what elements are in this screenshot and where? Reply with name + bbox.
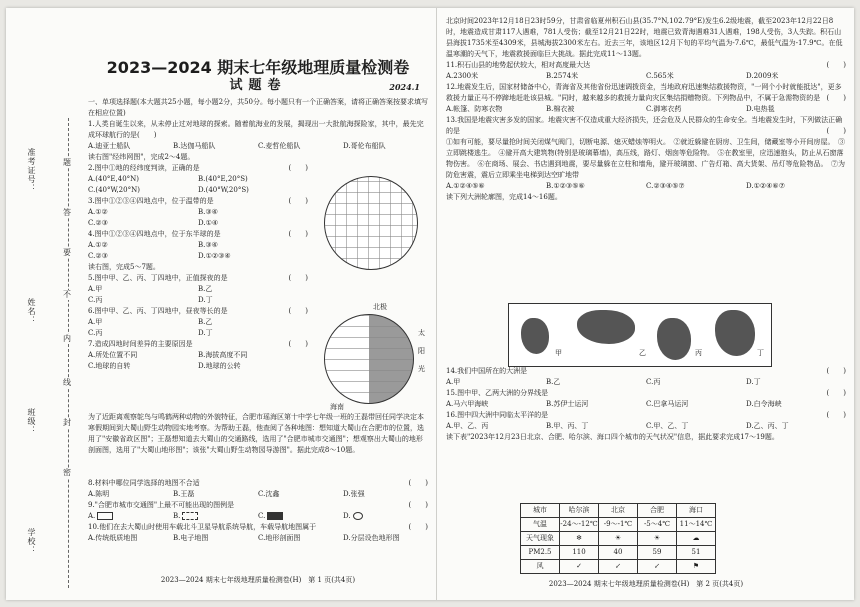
option: B.①②③⑤⑥ xyxy=(546,182,585,190)
binding-margin xyxy=(18,148,58,578)
option: A.①②④⑤⑥ xyxy=(446,182,485,190)
table-row: 城市 哈尔滨 北京 合肥 海口 xyxy=(521,504,716,518)
option: D.①④ xyxy=(198,219,219,227)
class-label: 班级： xyxy=(27,408,36,435)
exam-subtitle: 试题卷 xyxy=(229,78,287,93)
question-13-statements: ①如有可能，要尽量抢时间关闭煤气阀门，切断电源、熄灭蜡烛等明火。 ②就近躲避在厨房、卫生间，储藏室等小开间房屋。 ③立即跳楼逃生。 ④避开高大建筑物(特别是玻璃幕墙)，高压线，路灯、烟囱等危险物。 ⑤在教室里，应迅速抱头，防止从石窗落物伤害。 ⑥在商场、展会、书店遇到地震，要尽量躲在立柱和墙角，避开玻璃窗、广告灯箱、高大货架、吊灯等危险物品。 ⑦为防危害震，震后立即乘坐电梯到达空旷地带 xyxy=(446,138,845,179)
answer-paren: ( ) xyxy=(826,127,846,135)
option: D.①②④⑥⑦ xyxy=(746,182,785,190)
option: B. xyxy=(173,511,258,522)
option: C.地球的自转 xyxy=(88,362,131,370)
option: D.2009米 xyxy=(746,72,779,80)
north-pole-label: 北极 xyxy=(373,303,387,311)
option: C.巴拿马运河 xyxy=(646,400,689,408)
table-row: PM2.5 110 40 59 51 xyxy=(521,546,716,560)
option: A.马六甲海峡 xyxy=(446,400,489,408)
sunlight-label: 太 xyxy=(418,329,425,337)
answer-paren: ( ) xyxy=(408,501,428,509)
option: B.电子地图 xyxy=(173,534,209,542)
option: C.②③④⑤⑦ xyxy=(646,182,685,190)
continent-label: 丙 xyxy=(695,349,702,357)
answer-paren: ( ) xyxy=(826,61,846,69)
option: D.张强 xyxy=(343,490,365,498)
question-3: 3.图中①②③④四地点中，位于温带的是 xyxy=(88,197,214,205)
graticule-globe-figure xyxy=(324,176,418,270)
question-15: 15.图中甲、乙两大洲的分界线是 xyxy=(446,389,549,397)
question-note: 读右图"经纬网图"，完成2～4题。 xyxy=(88,153,195,161)
option: D.(40°W,20°S) xyxy=(198,186,249,194)
option: D.丁 xyxy=(198,329,213,337)
legend-symbol-icon xyxy=(97,512,113,520)
question-note: 读下表"2023年12月23日北京、合肥、哈尔滨、海口四个城市的天气状况"信息，据此要求完成17～19题。 xyxy=(446,433,779,441)
seal-char: 要 xyxy=(63,248,71,257)
option: A.甲 xyxy=(88,285,103,293)
seal-char: 线 xyxy=(63,378,71,387)
answer-paren: ( ) xyxy=(288,274,308,282)
option: D.乙、丙、丁 xyxy=(746,422,789,430)
answer-paren: ( ) xyxy=(826,94,846,102)
question-14: 14.我们中国所在的大洲是 xyxy=(446,367,528,375)
option: B.棉衣被 xyxy=(546,105,575,113)
question-11: 11.积石山县的地势起伏较大，相对高度最大达 xyxy=(446,61,591,69)
option: B.海拔高度不同 xyxy=(198,351,248,359)
option: C.丙 xyxy=(88,329,103,337)
option: A.帐篷、防寒衣物 xyxy=(446,105,503,113)
option: C.②③ xyxy=(88,219,108,227)
seal-char: 封 xyxy=(63,418,71,427)
seal-char: 内 xyxy=(63,334,71,343)
table-row: 天气现象 ❄ ☀ ☀ ☁ xyxy=(521,532,716,546)
answer-paren: ( ) xyxy=(408,479,428,487)
question-16: 16.图中四大洲中同临太平洋的是 xyxy=(446,411,549,419)
legend-symbol-icon xyxy=(182,512,198,520)
question-9: 9."合肥市城市交通图"上最不可能出现的图例是 xyxy=(88,501,235,509)
name-label: 姓名： xyxy=(27,298,36,325)
passage: 北京时间2023年12月18日23时59分，甘肃省临夏州积石山县(35.7°N,102.79°E)发生6.2级地震，截至2023年12月22日8时，地震造成甘肃117人遇难，781人受伤；截至12月21日22时，地震已致青海遇难31人遇难，198人受伤，3人失踪。积石山县海拔1735米至4309米，县城海拔2300米左右。近去三年，该地区12月下旬的平均气温为-7.6℃，最低气温为-17.9℃。在低温寒潮的天气下，地震救援面临巨大挑战。据此完成11～13题。 xyxy=(446,17,843,58)
exam-date: 2024.1 xyxy=(389,82,420,92)
option: B.甲、丙、丁 xyxy=(546,422,589,430)
option: D.分层设色地形图 xyxy=(343,534,400,542)
wind-icon: ↙ xyxy=(638,560,677,574)
option: C.沈鑫 xyxy=(258,490,280,498)
option: D.白令海峡 xyxy=(746,400,782,408)
seal-char: 答 xyxy=(63,208,71,217)
page-footer: 2023—2024 期末七年级地理质量检测卷(H) 第 1 页(共4页) xyxy=(160,576,356,584)
option: C.御寒衣药 xyxy=(646,105,682,113)
question-note: 读下列大洲轮廓图，完成14～16题。 xyxy=(446,193,562,201)
page-2 xyxy=(446,16,846,586)
option: A.①② xyxy=(88,241,108,249)
option: C.565米 xyxy=(646,72,674,80)
section-heading: 一、单项选择题(本大题共25小题，每小题2分，共50分。每小题只有一个正确答案，请将正确答案按要求填写在相应位置) xyxy=(88,98,428,117)
seal-char: 题 xyxy=(63,158,71,167)
legend-symbol-icon xyxy=(267,512,283,520)
wind-icon: ✓ xyxy=(560,560,599,574)
exam-title: 2023—2024 期末七年级地理质量检测卷 xyxy=(106,58,410,77)
sun-icon: ☀ xyxy=(599,532,638,546)
sun-icon: ☀ xyxy=(638,532,677,546)
wind-icon: ⚑ xyxy=(677,560,716,574)
option: D.①②③④ xyxy=(198,252,231,260)
question-5: 5.图中甲、乙、丙、丁四地中，正值探夜的是 xyxy=(88,274,228,282)
cloud-icon: ☁ xyxy=(677,532,716,546)
answer-paren: ( ) xyxy=(826,389,846,397)
question-12: 12.地震发生后，国家材储备中心，青海省及其他省份迅速调拨资金，当地政府迅速集结救援物资，"一网个小时就能抵达"，更多救援力量正马不停蹄地赶赴该县城。"同时，越来越多的救援力量向灾区集结捐赠物资。下列物品中，不属于急需物资的是 xyxy=(446,83,842,102)
question-1-options xyxy=(88,141,428,152)
answer-paren: ( ) xyxy=(288,340,308,348)
question-4: 4.图中①②③④四地点中，位于东半球的是 xyxy=(88,230,221,238)
question-note: 读右图，完成5～7题。 xyxy=(88,263,160,271)
option: B.2574米 xyxy=(546,72,579,80)
continent-label: 丁 xyxy=(757,349,764,357)
question-1: 1.人类自诞生以来，从未停止过对地球的探索。随着航海业的发展，揭现出一大批航海探险家，其中，最先完成环球航行的是( ) xyxy=(88,120,424,139)
option: C.地形剖面图 xyxy=(258,534,301,542)
option: D.地球的公转 xyxy=(198,362,241,370)
option: B.苏伊士运河 xyxy=(546,400,589,408)
option: C.②③ xyxy=(88,252,108,260)
option: D.丁 xyxy=(198,296,213,304)
option: A.2300米 xyxy=(446,72,479,80)
option: A.传统纸质地图 xyxy=(88,534,138,542)
option: B.乙 xyxy=(198,285,213,293)
option: B.(40°E,20°S) xyxy=(198,175,248,183)
continent-shape xyxy=(521,318,549,354)
seal-char: 密 xyxy=(63,468,71,477)
snow-icon: ❄ xyxy=(560,532,599,546)
option: C.麦哲伦船队 xyxy=(258,142,301,150)
answer-paren: ( ) xyxy=(288,164,308,172)
option: D.哥伦布船队 xyxy=(343,142,386,150)
answer-paren: ( ) xyxy=(288,230,308,238)
option: C. xyxy=(258,511,343,522)
option: D.电热毯 xyxy=(746,105,775,113)
option: A.甲 xyxy=(88,318,103,326)
question-6: 6.图中甲、乙、丙、丁四地中，昼夜等长的是 xyxy=(88,307,228,315)
option: A.甲 xyxy=(446,378,461,386)
option: B.③④ xyxy=(198,241,218,249)
continent-shape xyxy=(577,310,635,344)
legend-symbol-icon xyxy=(353,512,363,520)
option: C.丙 xyxy=(646,378,661,386)
question-13: 13.我国是地震灾害多发的国家。地震灾害不仅造成重大经济损失，还会危及人民群众的生命安全。当地震发生时，下列做法正确的是 xyxy=(446,116,843,135)
table-row: 风 ✓ ↙ ↙ ⚑ xyxy=(521,560,716,574)
option: B.乙 xyxy=(198,318,213,326)
page-1 xyxy=(88,44,428,584)
seal-line xyxy=(68,118,69,588)
continent-outline-map xyxy=(508,303,772,367)
weather-table xyxy=(520,503,716,574)
school-label: 学校： xyxy=(27,528,36,555)
exam-number-label: 准考证号： xyxy=(27,148,36,193)
option: B.③④ xyxy=(198,208,218,216)
answer-paren: ( ) xyxy=(408,523,428,531)
option: A.所处位置不同 xyxy=(88,351,138,359)
answer-paren: ( ) xyxy=(826,367,846,375)
answer-paren: ( ) xyxy=(288,307,308,315)
option: B.王磊 xyxy=(173,490,195,498)
question-10: 10.他们在去大蜀山时使用车载北斗卫星导航系统导航，车载导航地图属于 xyxy=(88,523,317,531)
continent-shape xyxy=(715,310,755,356)
question-8: 8.材料中哪位同学选择的地图不合适 xyxy=(88,479,200,487)
wind-icon: ↙ xyxy=(599,560,638,574)
option: A.陈明 xyxy=(88,490,110,498)
option: B.乙 xyxy=(546,378,561,386)
continent-label: 乙 xyxy=(639,349,646,357)
day-night-globe-figure xyxy=(324,314,414,404)
option: A.①② xyxy=(88,208,108,216)
option: A.(40°E,40°N) xyxy=(88,175,140,183)
option: A.甲、乙、丙 xyxy=(446,422,489,430)
passage: 为了近距离观察鸵鸟与鸣鹤两种动物的外貌特征，合肥市瑶海区第十中学七年级一班的王磊带回任同学决定本寒假期间到大蜀山野生动物园实地考察。为帮助王磊，他查阅了各种地图：想知道大蜀山在合肥市的位置，选用了"安徽省政区图"；王磊想知道去大蜀山的交通路线，选用了"合肥市城市交通图"；想观察出大蜀山的地形剖面图，选用了"大蜀山地形图"；该张"大蜀山野生动物园导游图"。据此完成8～10题。 xyxy=(88,413,424,454)
table-row: 气温 -24～-12℃ -9～-1℃ -5～4℃ 11～14℃ xyxy=(521,518,716,532)
south-pole-label: 海南 xyxy=(330,403,344,411)
answer-paren: ( ) xyxy=(288,197,308,205)
option: A. xyxy=(88,511,173,522)
seal-char: 不 xyxy=(63,290,71,299)
sunlight-label: 阳 xyxy=(418,347,425,355)
question-7: 7.造成四地时间差异的主要原因是 xyxy=(88,340,193,348)
option: A.迪亚士船队 xyxy=(88,142,131,150)
page-footer: 2023—2024 期末七年级地理质量检测卷(H) 第 2 页(共4页) xyxy=(548,580,744,588)
answer-paren: ( ) xyxy=(826,411,846,419)
continent-shape xyxy=(657,318,691,360)
exam-sheet xyxy=(6,8,854,600)
continent-label: 甲 xyxy=(555,349,562,357)
option: B.达伽马船队 xyxy=(173,142,216,150)
question-2: 2.图中①地的经纬度判读，正确的是 xyxy=(88,164,200,172)
option: C.甲、乙、丁 xyxy=(646,422,689,430)
option: D. xyxy=(343,511,428,522)
option: D.丁 xyxy=(746,378,761,386)
sunlight-label: 光 xyxy=(418,365,425,373)
option: C.丙 xyxy=(88,296,103,304)
page-fold xyxy=(436,8,437,600)
option: C.(40°W,20°N) xyxy=(88,186,140,194)
